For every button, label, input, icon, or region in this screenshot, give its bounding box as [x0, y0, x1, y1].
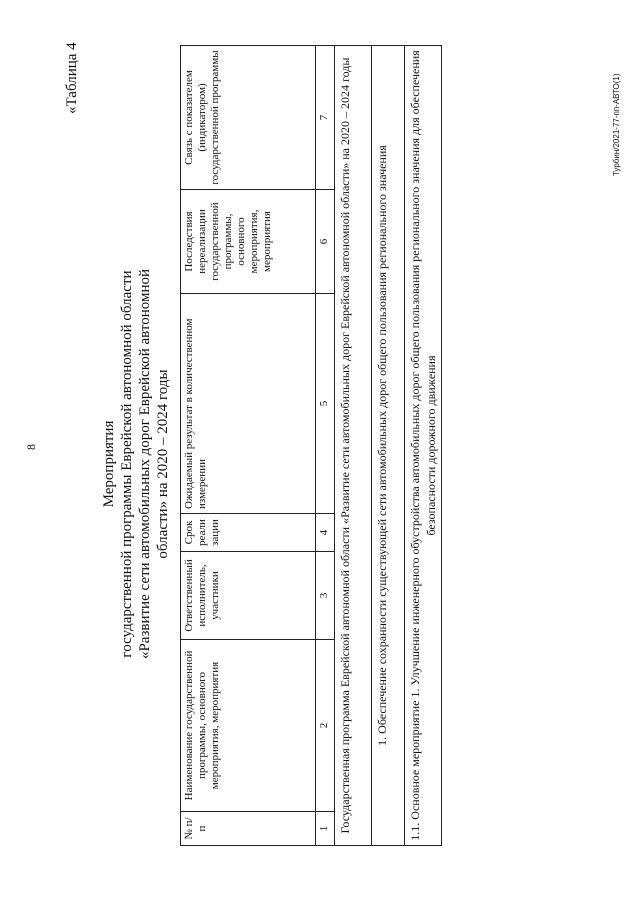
measures-table [180, 45, 442, 846]
table-label: «Таблица 4 [64, 42, 80, 114]
header-term: Срок реали зации [181, 514, 316, 552]
header-expected-result: Ожидаемый результат в количественном измерении [181, 294, 316, 514]
header-indicator-link: Связь с показателем (индикатором) государственной программы [181, 46, 316, 190]
column-number: 5 [316, 294, 335, 514]
page-number: 8 [24, 444, 38, 450]
header-name: Наименование государственной программы, основного мероприятия, мероприятия [181, 640, 316, 812]
measure-title-cell: 1.1. Основное мероприятие 1. Улучшение инженерного обустройства автомобильных дорог общего пользования регионального значения для обеспечения безопасности дорожного движения [405, 46, 442, 846]
document-title-line-4: области» на 2020 – 2024 годы [155, 369, 171, 559]
section-title-cell: 1. Обеспечение сохранности существующей сети автомобильных дорог общего пользования регионального значения [372, 46, 405, 846]
column-number-row [316, 46, 335, 846]
column-number: 1 [316, 812, 335, 846]
table-row-program [335, 46, 372, 846]
document-title-line-2: государственной программы Еврейской автономной области [119, 270, 135, 658]
table-row-section-1 [372, 46, 405, 846]
column-number: 6 [316, 190, 335, 294]
column-number: 2 [316, 640, 335, 812]
header-consequences: Последствия нереализации государственной программы, основного мероприятия, мероприятия [181, 190, 316, 294]
column-number: 3 [316, 552, 335, 640]
header-responsible: Ответственный исполнитель, участники [181, 552, 316, 640]
document-title-line-3: «Развитие сети автомобильных дорог Еврейской автономной [137, 268, 153, 660]
footer-document-code: Турбин/2021-77-пп-АВТО(1) [612, 73, 621, 176]
column-number: 7 [316, 46, 335, 190]
column-number: 4 [316, 514, 335, 552]
table-row-measure-1-1 [405, 46, 442, 846]
document-title-line-1: Мероприятия [101, 420, 117, 508]
program-title-cell: Государственная программа Еврейской автономной области «Развитие сети автомобильных дорог Еврейской автономной области» на 2020 – 2024 годы [335, 46, 372, 846]
table-header-row [181, 46, 316, 846]
header-number: № п/п [181, 812, 316, 846]
